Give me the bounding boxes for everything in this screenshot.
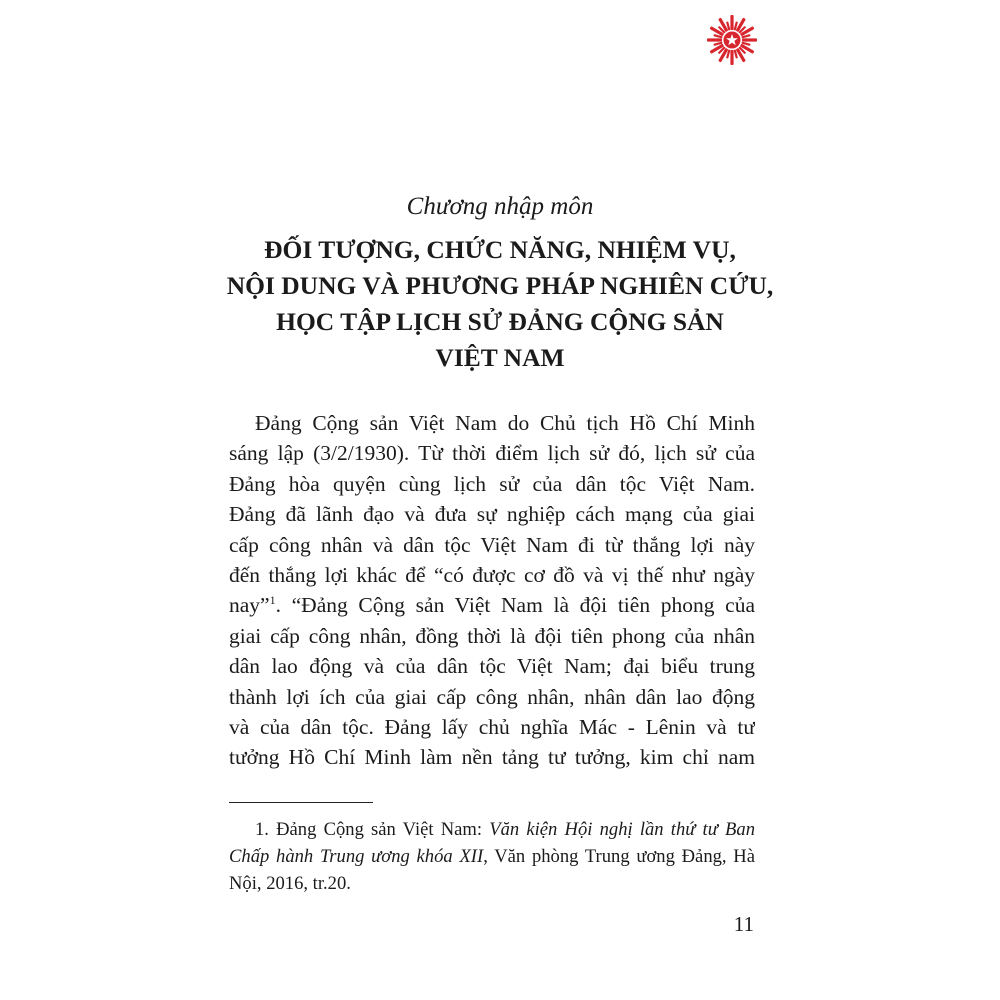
footnote-text: 1. Đảng Cộng sản Việt Nam:: [255, 819, 490, 840]
body-line: dân lao động và của dân tộc Việt Nam; đại biểu trung: [229, 654, 755, 679]
chapter-title: [0, 232, 1000, 376]
body-line: tưởng Hồ Chí Minh làm nền tảng tư tưởng, kim chỉ nam: [229, 745, 755, 770]
footnote-text: , Văn phòng Trung ương Đảng, Hà: [483, 846, 755, 867]
body-line: thành lợi ích của giai cấp công nhân, nhân dân lao động: [229, 684, 755, 709]
footnote-line: [229, 843, 755, 870]
publisher-logo-icon: [706, 14, 758, 66]
chapter-label: Chương nhập môn: [406, 193, 594, 220]
footnote-title: Văn kiện Hội nghị lần thứ tư Ban: [489, 819, 755, 840]
body-text-fragment: nay”: [229, 593, 270, 618]
body-line: Đảng đã lãnh đạo và đưa sự nghiệp cách mạng của giai: [229, 502, 755, 527]
body-line: giai cấp công nhân, đồng thời là đội tiên phong của nhân: [229, 623, 755, 648]
body-line: cấp công nhân và dân tộc Việt Nam đi từ thắng lợi này: [229, 532, 755, 557]
body-text-fragment: . “Đảng Cộng sản Việt Nam là đội tiên phong của: [275, 593, 755, 618]
footnote: [229, 816, 755, 897]
body-line: Đảng hòa quyện cùng lịch sử của dân tộc Việt Nam.: [229, 471, 755, 496]
chapter-title-line: ĐỐI TƯỢNG, CHỨC NĂNG, NHIỆM VỤ,: [264, 235, 736, 264]
body-line: và của dân tộc. Đảng lấy chủ nghĩa Mác - Lênin và tư: [229, 714, 755, 739]
footnote-divider: [229, 802, 373, 803]
body-line: Đảng Cộng sản Việt Nam do Chủ tịch Hồ Chí Minh: [255, 411, 755, 435]
body-line: đến thắng lợi khác để “có được cơ đồ và vị thế như ngày: [229, 562, 755, 587]
body-line: sáng lập (3/2/1930). Từ thời điểm lịch sử đó, lịch sử của: [229, 441, 755, 466]
footnote-reference[interactable]: 1: [269, 593, 276, 608]
body-line-with-footnote: [229, 590, 755, 620]
chapter-title-line: VIỆT NAM: [435, 343, 565, 372]
body-paragraph: [229, 408, 755, 773]
footnote-line: Nội, 2016, tr.20.: [229, 873, 351, 894]
footnote-line: [229, 816, 755, 843]
chapter-title-line: NỘI DUNG VÀ PHƯƠNG PHÁP NGHIÊN CỨU,: [226, 271, 774, 300]
chapter-title-line: HỌC TẬP LỊCH SỬ ĐẢNG CỘNG SẢN: [276, 307, 724, 336]
page-number: 11: [733, 912, 754, 936]
footnote-title: Chấp hành Trung ương khóa XII: [229, 846, 484, 867]
